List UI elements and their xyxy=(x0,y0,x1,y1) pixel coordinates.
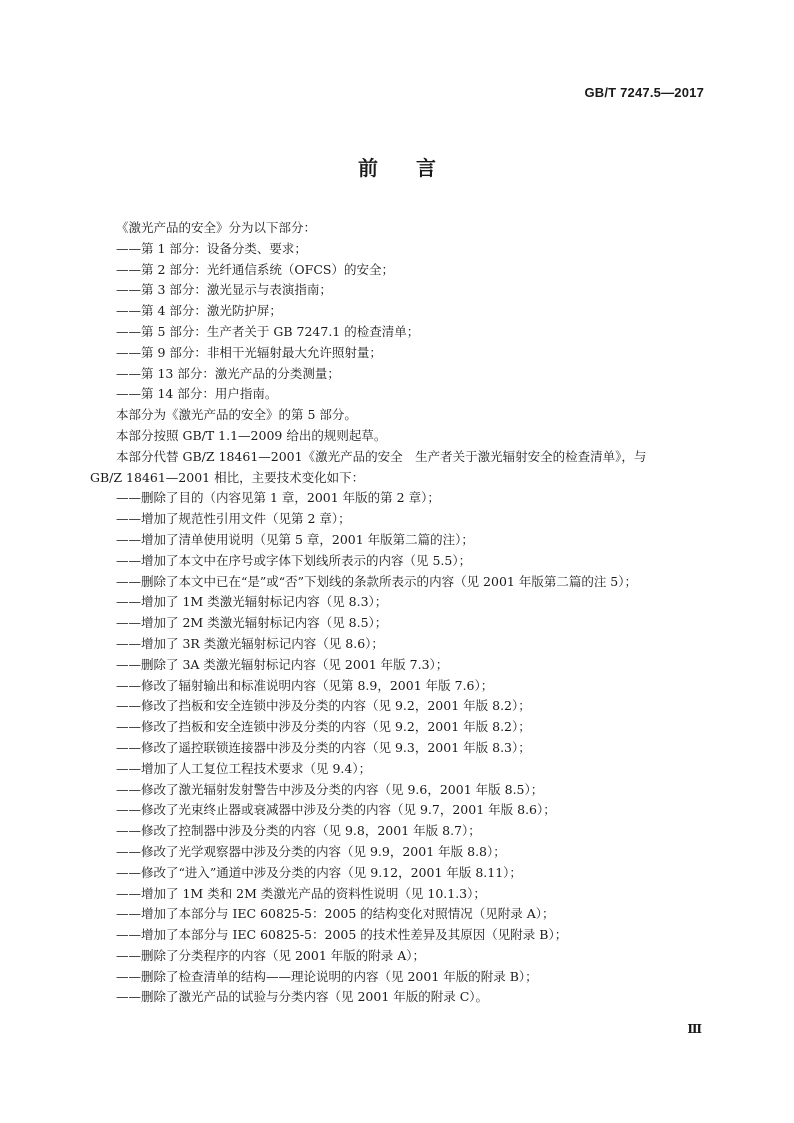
change-list-item: ——增加了 1M 类激光辐射标记内容（见 8.3）； xyxy=(116,594,388,610)
part-list-item: ——第 14 部分：用户指南。 xyxy=(116,386,278,402)
change-list-item: ——增加了 2M 类激光辐射标记内容（见 8.5）； xyxy=(116,615,388,631)
change-list-item: ——修改了光束终止器或衰减器中涉及分类的内容（见 9.7，2001 年版 8.6）； xyxy=(116,802,556,818)
paragraph: 本部分为《激光产品的安全》的第 5 部分。 xyxy=(116,407,357,423)
change-list-item: ——增加了本文中在序号或字体下划线所表示的内容（见 5.5）； xyxy=(116,552,472,568)
change-list-item: ——增加了 3R 类激光辐射标记内容（见 8.6）； xyxy=(116,635,384,651)
intro-line: 《激光产品的安全》分为以下部分： xyxy=(116,220,317,235)
change-list-item: ——修改了控制器中涉及分类的内容（见 9.8，2001 年版 8.7）； xyxy=(116,823,481,839)
change-list-item: ——删除了分类程序的内容（见 2001 年版的附录 A）； xyxy=(116,947,426,963)
change-list-item: ——修改了辐射输出和标准说明内容（见第 8.9，2001 年版 7.6）； xyxy=(116,677,494,693)
change-list-item: ——删除了检查清单的结构——理论说明的内容（见 2001 年版的附录 B）； xyxy=(116,968,538,984)
foreword-body xyxy=(90,218,708,1008)
change-list-item: ——增加了人工复位工程技术要求（见 9.4）； xyxy=(116,760,372,776)
change-list-item: ——修改了挡板和安全连锁中涉及分类的内容（见 9.2，2001 年版 8.2）； xyxy=(116,698,531,714)
part-list-item: ——第 4 部分：激光防护屏； xyxy=(116,303,282,319)
change-list-item: ——删除了本文中已在“是”或“否”下划线的条款所表示的内容（见 2001 年版第二篇的注 5）； xyxy=(116,573,637,589)
change-list-item: ——增加了本部分与 IEC 60825-5：2005 的技术性差异及其原因（见附录 B）； xyxy=(116,927,568,943)
part-list-item: ——第 3 部分：激光显示与表演指南； xyxy=(116,282,332,298)
change-list-item: ——修改了激光辐射发射警告中涉及分类的内容（见 9.6，2001 年版 8.5）； xyxy=(116,781,544,797)
page-title: 前言 xyxy=(358,156,474,180)
change-list-item: ——删除了激光产品的试验与分类内容（见 2001 年版的附录 C）。 xyxy=(116,989,489,1005)
change-list-item: ——增加了 1M 类和 2M 类激光产品的资料性说明（见 10.1.3）； xyxy=(116,885,486,901)
paragraph: 本部分代替 GB/Z 18461—2001《激光产品的安全 生产者关于激光辐射安全的检查清单》，与 xyxy=(116,448,647,464)
paragraph-continuation: GB/Z 18461—2001 相比，主要技术变化如下： xyxy=(90,469,365,485)
change-list-item: ——修改了光学观察器中涉及分类的内容（见 9.9，2001 年版 8.8）； xyxy=(116,843,506,859)
standard-code: GB/T 7247.5—2017 xyxy=(584,85,704,100)
part-list-item: ——第 2 部分：光纤通信系统（OFCS）的安全； xyxy=(116,261,394,277)
change-list-item: ——修改了挡板和安全连锁中涉及分类的内容（见 9.2，2001 年版 8.2）； xyxy=(116,719,531,735)
change-list-item: ——修改了“进入”通道中涉及分类的内容（见 9.12，2001 年版 8.11）； xyxy=(116,864,522,880)
page-number: Ⅲ xyxy=(687,1022,702,1036)
change-list-item: ——删除了 3A 类激光辐射标记内容（见 2001 年版 7.3）； xyxy=(116,656,449,672)
part-list-item: ——第 5 部分：生产者关于 GB 7247.1 的检查清单； xyxy=(116,323,420,339)
change-list-item: ——增加了本部分与 IEC 60825-5：2005 的结构变化对照情况（见附录 A）； xyxy=(116,906,555,922)
paragraph: 本部分按照 GB/T 1.1—2009 给出的规则起草。 xyxy=(116,427,387,443)
change-list-item: ——修改了遥控联锁连接器中涉及分类的内容（见 9.3，2001 年版 8.3）； xyxy=(116,739,531,755)
part-list-item: ——第 13 部分：激光产品的分类测量； xyxy=(116,365,340,381)
part-list-item: ——第 9 部分：非相干光辐射最大允许照射量； xyxy=(116,344,382,360)
change-list-item: ——增加了规范性引用文件（见第 2 章）； xyxy=(116,511,351,527)
change-list-item: ——增加了清单使用说明（见第 5 章，2001 年版第二篇的注）； xyxy=(116,531,474,547)
part-list-item: ——第 1 部分：设备分类、要求； xyxy=(116,240,307,256)
change-list-item: ——删除了目的（内容见第 1 章，2001 年版的第 2 章）； xyxy=(116,490,440,506)
